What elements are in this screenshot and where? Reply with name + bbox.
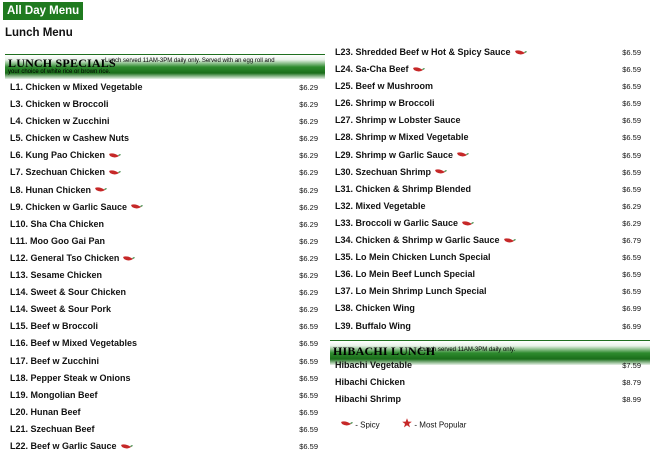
- lunch-specials-banner: [5, 54, 325, 79]
- menu-item-price: $6.29: [299, 83, 318, 92]
- menu-item-price: $6.29: [299, 202, 318, 212]
- menu-item[interactable]: [10, 199, 318, 216]
- menu-item[interactable]: [10, 301, 318, 318]
- menu-item-name: L22. Beef w Garlic Sauce: [10, 440, 117, 451]
- lunch-specials-heading: LUNCH SPECIALS: [8, 56, 116, 70]
- menu-item-name: L33. Broccoli w Garlic Sauce: [335, 217, 459, 228]
- menu-item-name: L12. General Tso Chicken: [10, 252, 120, 263]
- menu-item-name: L39. Buffalo Wing: [335, 320, 411, 331]
- menu-item-price: $7.59: [622, 361, 641, 370]
- menu-item-price: $6.59: [622, 253, 641, 263]
- menu-item-price: $6.59: [299, 356, 318, 366]
- menu-item-price: $8.99: [622, 395, 641, 405]
- hibachi-note: Lunch served 11AM-3PM daily only.: [420, 347, 516, 353]
- menu-item-price: $6.59: [622, 65, 641, 75]
- page-title: Lunch Menu: [5, 27, 73, 39]
- menu-item[interactable]: [10, 130, 318, 147]
- menu-item-name: L14. Sweet & Sour Chicken: [10, 287, 127, 298]
- menu-item-price: $6.59: [622, 82, 641, 92]
- pepper-icon: [412, 66, 425, 74]
- menu-item-price: $6.29: [299, 219, 318, 229]
- menu-item-price: $6.59: [299, 407, 318, 417]
- pepper-icon: [461, 220, 474, 228]
- legend: [340, 418, 466, 432]
- menu-item-name: Hibachi Shrimp: [335, 394, 402, 405]
- legend-spicy-label: - Spicy: [355, 420, 380, 430]
- menu-item-price: $6.59: [622, 48, 641, 57]
- menu-item-name: L8. Hunan Chicken: [10, 184, 92, 195]
- menu-item-price: $6.99: [622, 304, 641, 314]
- menu-item-name: L23. Shredded Beef w Hot & Spicy Sauce: [335, 47, 511, 57]
- menu-item-name: L5. Chicken w Cashew Nuts: [10, 133, 130, 144]
- menu-item[interactable]: [335, 249, 641, 266]
- menu-item[interactable]: [335, 318, 641, 335]
- menu-item[interactable]: [10, 318, 318, 335]
- menu-item-price: $6.59: [622, 116, 641, 126]
- menu-item[interactable]: [10, 216, 318, 233]
- pepper-icon: [108, 169, 121, 177]
- hibachi-heading: HIBACHI LUNCH: [333, 344, 436, 358]
- menu-item-name: L26. Shrimp w Broccoli: [335, 98, 435, 109]
- menu-item-price: $6.59: [622, 270, 641, 280]
- menu-item[interactable]: [10, 353, 318, 370]
- menu-item-name: L21. Szechuan Beef: [10, 423, 95, 434]
- menu-item-price: $6.29: [299, 100, 318, 110]
- menu-item-price: $6.29: [299, 236, 318, 246]
- menu-item-name: L29. Shrimp w Garlic Sauce: [335, 149, 454, 160]
- menu-item-price: $6.29: [299, 185, 318, 195]
- menu-item[interactable]: [10, 250, 318, 267]
- menu-item[interactable]: [10, 404, 318, 421]
- pepper-icon: [120, 443, 133, 451]
- menu-item-name: L34. Chicken & Shrimp w Garlic Sauce: [335, 235, 500, 246]
- menu-item-price: $6.59: [299, 322, 318, 332]
- menu-item[interactable]: [335, 266, 641, 283]
- left-menu-list: [10, 79, 318, 455]
- menu-item-name: L31. Chicken & Shrimp Blended: [335, 183, 472, 194]
- menu-item[interactable]: [10, 284, 318, 301]
- menu-item-name: L36. Lo Mein Beef Lunch Special: [335, 269, 476, 280]
- menu-item-name: Hibachi Vegetable: [335, 360, 413, 370]
- pepper-icon: [456, 151, 469, 159]
- menu-item-price: $6.59: [299, 339, 318, 349]
- menu-item[interactable]: [335, 78, 641, 95]
- menu-item[interactable]: [10, 182, 318, 199]
- menu-item-price: $6.29: [299, 253, 318, 263]
- menu-item[interactable]: [335, 95, 641, 112]
- menu-item-price: $6.59: [299, 424, 318, 434]
- menu-item-price: $6.59: [622, 133, 641, 143]
- menu-item[interactable]: [10, 79, 318, 96]
- menu-item-price: $8.79: [622, 378, 641, 388]
- menu-item-name: L35. Lo Mein Chicken Lunch Special: [335, 252, 491, 263]
- menu-item-name: L11. Moo Goo Gai Pan: [10, 235, 106, 246]
- menu-item[interactable]: [335, 283, 641, 300]
- menu-item-name: L28. Shrimp w Mixed Vegetable: [335, 132, 469, 143]
- menu-item-name: L32. Mixed Vegetable: [335, 200, 426, 211]
- lunch-specials-note-1: Lunch served 11AM-3PM daily only. Served with an egg roll and: [105, 58, 275, 64]
- menu-item-name: L9. Chicken w Garlic Sauce: [10, 201, 128, 212]
- menu-item[interactable]: [10, 113, 318, 130]
- menu-item-name: L19. Mongolian Beef: [10, 389, 98, 400]
- menu-item[interactable]: [335, 129, 641, 146]
- menu-item-name: L37. Lo Mein Shrimp Lunch Special: [335, 286, 487, 297]
- menu-item[interactable]: [335, 374, 641, 391]
- menu-item-price: $6.29: [622, 218, 641, 228]
- pepper-icon: [503, 237, 516, 245]
- menu-item-name: L6. Kung Pao Chicken: [10, 150, 106, 161]
- pepper-icon: [108, 152, 121, 160]
- all-day-menu-tab[interactable]: All Day Menu: [3, 2, 83, 20]
- menu-item-price: $6.29: [299, 151, 318, 161]
- menu-item[interactable]: [335, 112, 641, 129]
- menu-item[interactable]: [335, 147, 641, 164]
- menu-item-name: L1. Chicken w Mixed Vegetable: [10, 82, 143, 92]
- lunch-specials-note-2: your choice of white rice or brown rice.: [8, 69, 111, 75]
- menu-item-price: $6.29: [299, 117, 318, 127]
- right-menu-list: [335, 44, 641, 335]
- menu-item-price: $6.29: [299, 288, 318, 298]
- menu-item-name: L25. Beef w Mushroom: [335, 81, 434, 92]
- menu-item[interactable]: [335, 232, 641, 249]
- menu-item[interactable]: [10, 370, 318, 387]
- menu-item-name: Hibachi Chicken: [335, 377, 406, 388]
- menu-item[interactable]: [335, 391, 641, 408]
- menu-item-name: L10. Sha Cha Chicken: [10, 218, 105, 229]
- menu-item-name: L27. Shrimp w Lobster Sauce: [335, 115, 461, 126]
- menu-item[interactable]: [335, 198, 641, 215]
- menu-item[interactable]: [10, 267, 318, 284]
- menu-item[interactable]: [335, 61, 641, 78]
- pepper-icon: [122, 255, 135, 263]
- menu-item[interactable]: [335, 300, 641, 317]
- menu-item-price: $6.59: [299, 441, 318, 451]
- pepper-icon: [94, 186, 107, 194]
- menu-item[interactable]: [335, 357, 641, 374]
- menu-item-name: L3. Chicken w Broccoli: [10, 99, 109, 110]
- menu-item[interactable]: [335, 44, 641, 61]
- pepper-icon: [130, 203, 143, 211]
- menu-item-price: $6.59: [299, 373, 318, 383]
- menu-item-price: $6.29: [299, 271, 318, 281]
- star-icon: [402, 418, 412, 433]
- pepper-icon: [340, 419, 353, 433]
- menu-item[interactable]: [335, 181, 641, 198]
- menu-item[interactable]: [10, 96, 318, 113]
- menu-item[interactable]: [335, 215, 641, 232]
- menu-item-price: $6.29: [622, 201, 641, 211]
- menu-item-price: $6.59: [622, 167, 641, 177]
- menu-item-name: L24. Sa-Cha Beef: [335, 64, 409, 75]
- menu-item[interactable]: [10, 421, 318, 438]
- menu-item[interactable]: [10, 335, 318, 352]
- menu-item-price: $6.59: [622, 99, 641, 109]
- menu-item-price: $6.79: [622, 236, 641, 246]
- menu-item-price: $6.59: [622, 184, 641, 194]
- menu-item-name: L20. Hunan Beef: [10, 406, 81, 417]
- menu-item-price: $6.29: [299, 305, 318, 315]
- menu-item[interactable]: [335, 164, 641, 181]
- menu-item-price: $6.29: [299, 134, 318, 144]
- menu-item-name: L17. Beef w Zucchini: [10, 355, 100, 366]
- menu-item-name: L38. Chicken Wing: [335, 303, 415, 314]
- menu-item-name: L15. Beef w Broccoli: [10, 321, 99, 332]
- menu-item-price: $6.99: [622, 321, 641, 331]
- pepper-icon: [434, 168, 447, 176]
- menu-item-price: $6.29: [299, 168, 318, 178]
- menu-item-name: L13. Sesame Chicken: [10, 270, 103, 281]
- menu-item-name: L16. Beef w Mixed Vegetables: [10, 338, 138, 349]
- menu-item-price: $6.59: [622, 150, 641, 160]
- menu-item-price: $6.59: [622, 287, 641, 297]
- legend-popular-label: - Most Popular: [414, 420, 467, 430]
- menu-item-name: L14. Sweet & Sour Pork: [10, 304, 112, 315]
- menu-item-price: $6.59: [299, 390, 318, 400]
- menu-item[interactable]: [10, 438, 318, 455]
- menu-item[interactable]: [10, 233, 318, 250]
- hibachi-menu-list: [335, 357, 641, 408]
- menu-item-name: L4. Chicken w Zucchini: [10, 116, 110, 127]
- menu-item-name: L7. Szechuan Chicken: [10, 167, 106, 178]
- menu-item[interactable]: [10, 164, 318, 181]
- menu-item-name: L30. Szechuan Shrimp: [335, 166, 432, 177]
- pepper-icon: [514, 49, 527, 57]
- menu-item[interactable]: [10, 387, 318, 404]
- menu-item-name: L18. Pepper Steak w Onions: [10, 372, 131, 383]
- menu-item[interactable]: [10, 147, 318, 164]
